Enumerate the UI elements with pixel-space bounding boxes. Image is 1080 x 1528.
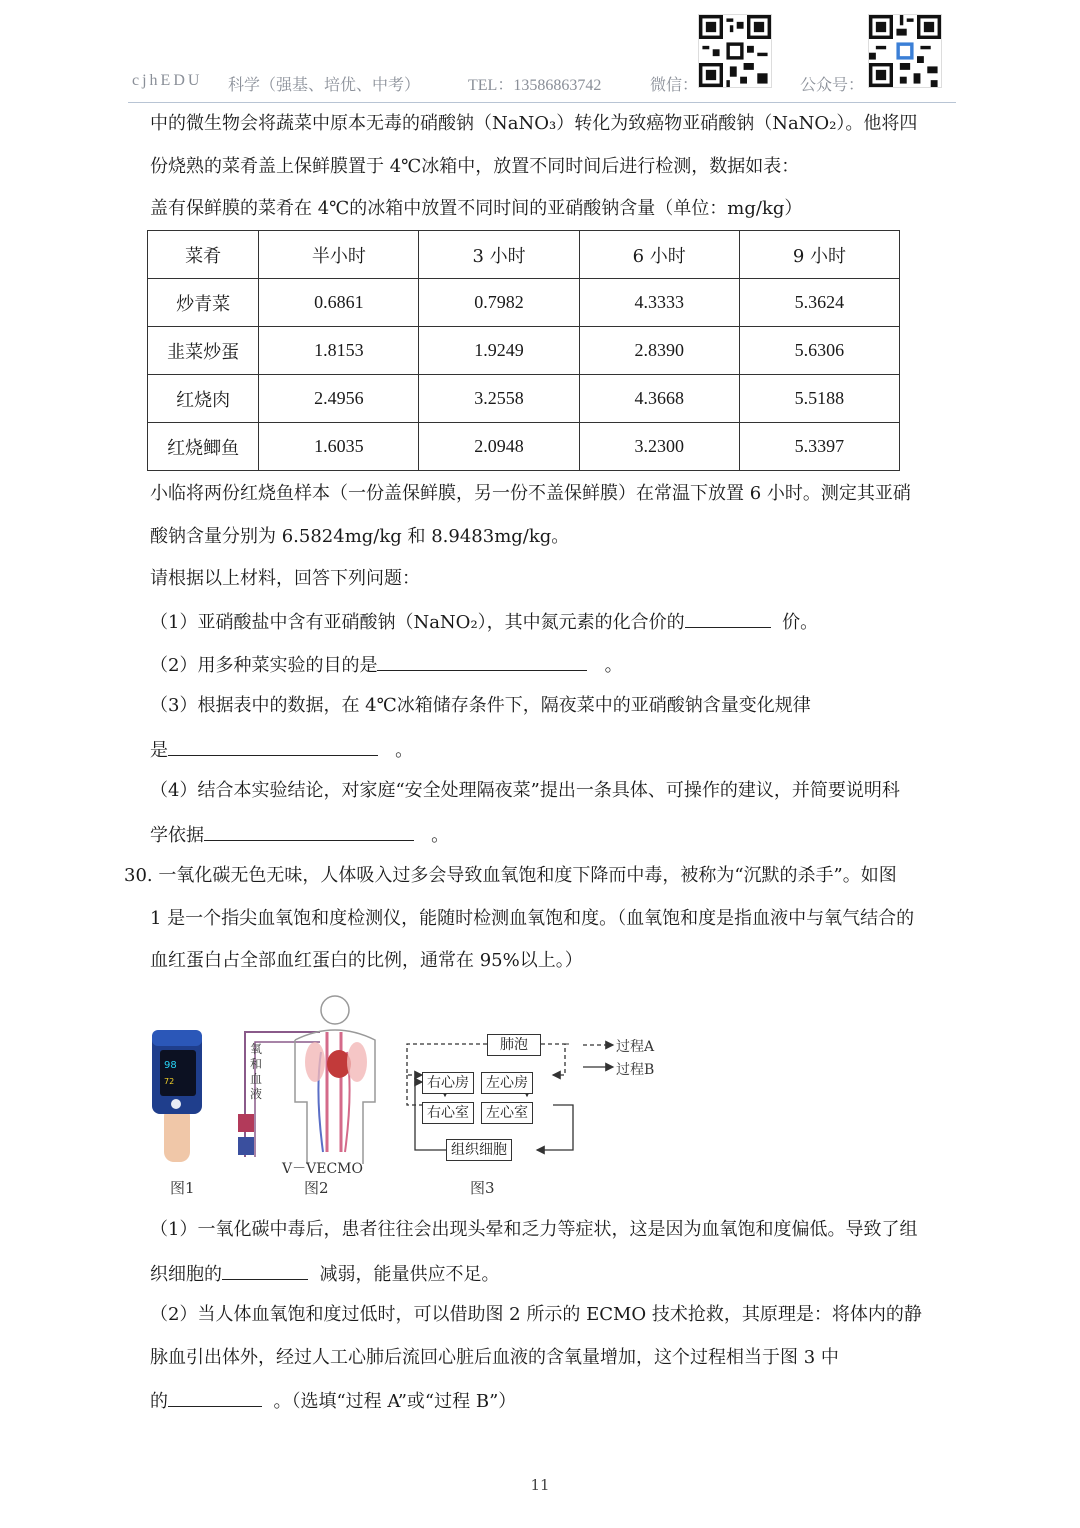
table-row [148, 423, 900, 471]
dish-cell: 红烧鲫鱼 [148, 423, 259, 471]
subject-label: 科学（强基、培优、中考） [228, 77, 421, 94]
figure-3-label: 图3 [470, 1179, 495, 1197]
table-caption: 盖有保鲜膜的菜肴在 4℃的冰箱中放置不同时间的亚硝酸钠含量（单位：mg/kg） [150, 198, 803, 219]
value-cell: 5.3624 [739, 279, 899, 327]
value-cell: 4.3668 [579, 375, 739, 423]
value-cell: 0.6861 [259, 279, 419, 327]
public-account-label: 公众号： [800, 77, 865, 94]
value-cell: 5.5188 [739, 375, 899, 423]
question-30-line-3: 血红蛋白占全部血红蛋白的比例，通常在 95%以上。） [150, 950, 583, 971]
value-cell: 1.9249 [419, 327, 579, 375]
value-cell: 5.6306 [739, 327, 899, 375]
value-cell: 3.2300 [579, 423, 739, 471]
dish-cell: 炒青菜 [148, 279, 259, 327]
question-29-2: （2）用多种菜实验的目的是 。 [150, 652, 623, 678]
telephone: TEL：13586863742 [468, 77, 602, 94]
value-cell: 2.4956 [259, 375, 419, 423]
answer-blank[interactable] [168, 1388, 262, 1407]
answer-blank[interactable] [685, 609, 771, 628]
value-cell: 1.8153 [259, 327, 419, 375]
question-29-4-answer: 学依据 。 [150, 822, 449, 848]
left-atrium-box: 左心房 [481, 1072, 533, 1094]
figure-2-label: 图2 [304, 1179, 329, 1197]
table-header-row [148, 231, 900, 279]
header-cell: 半小时 [259, 231, 419, 279]
value-cell: 4.3333 [579, 279, 739, 327]
value-cell: 5.3397 [739, 423, 899, 471]
table-row [148, 375, 900, 423]
value-cell: 3.2558 [419, 375, 579, 423]
dish-cell: 红烧肉 [148, 375, 259, 423]
header-cell: 菜肴 [148, 231, 259, 279]
svg-text:72: 72 [164, 1077, 175, 1086]
process-b-label: 过程B [616, 1062, 655, 1078]
dish-cell: 韭菜炒蛋 [148, 327, 259, 375]
pulse-oximeter-illustration [150, 1022, 210, 1162]
answer-blank[interactable] [222, 1261, 308, 1280]
tube-label: 氧 和 血 液 [250, 1042, 263, 1101]
header-cell: 6 小时 [579, 231, 739, 279]
question-30-1: （1）一氧化碳中毒后，患者往往会出现头晕和乏力等症状，这是因为血氧饱和度偏低。导致了组 [150, 1219, 918, 1240]
right-atrium-box: 右心房 [422, 1072, 474, 1094]
table-row [148, 279, 900, 327]
wechat-qr-code [698, 14, 772, 88]
instruction-line: 请根据以上材料，回答下列问题： [150, 568, 420, 589]
question-29-4: （4）结合本实验结论，对家庭“安全处理隔夜菜”提出一条具体、可操作的建议，并简要说明科 [150, 780, 900, 801]
question-30-line-2: 1 是一个指尖血氧饱和度检测仪，能随时检测血氧饱和度。（血氧饱和度是指血液中与氧气结合的 [150, 908, 915, 929]
experiment-line-2: 酸钠含量分别为 6.5824mg/kg 和 8.9483mg/kg。 [150, 526, 570, 547]
question-30-2: （2）当人体血氧饱和度过低时，可以借助图 2 所示的 ECMO 技术抢救，其原理是：将体内的静 [150, 1304, 922, 1325]
alveoli-box: 肺泡 [487, 1034, 541, 1056]
brand-name: cjhEDU [132, 72, 203, 89]
ecmo-label: V－VECMO [282, 1161, 363, 1177]
tissue-cells-box: 组织细胞 [446, 1139, 512, 1161]
question-29-1: （1）亚硝酸盐中含有亚硝酸钠（NaNO₂），其中氮元素的化合价的 价。 [150, 609, 818, 635]
left-ventricle-box: 左心室 [481, 1102, 533, 1124]
header-cell: 3 小时 [419, 231, 579, 279]
experiment-line-1: 小临将两份红烧鱼样本（一份盖保鲜膜，另一份不盖保鲜膜）在常温下放置 6 小时。测定其亚硝 [150, 483, 911, 504]
intro-line-1: 中的微生物会将蔬菜中原本无毒的硝酸钠（NaNO₃）转化为致癌物亚硝酸钠（NaNO₂）。他将四 [150, 113, 918, 134]
nitrite-table [147, 230, 900, 471]
intro-line-2: 份烧熟的菜肴盖上保鲜膜置于 4℃冰箱中，放置不同时间后进行检测，数据如表： [150, 156, 800, 177]
svg-text:98: 98 [164, 1060, 177, 1071]
page-header [128, 68, 956, 103]
answer-blank[interactable] [377, 652, 587, 671]
value-cell: 0.7982 [419, 279, 579, 327]
answer-blank[interactable] [168, 737, 378, 756]
question-30-1-answer: 织细胞的 减弱，能量供应不足。 [150, 1261, 499, 1287]
wechat-label: 微信： [650, 77, 699, 94]
process-a-label: 过程A [616, 1039, 655, 1055]
question-30-2-answer: 的 。（选填“过程 A”或“过程 B”） [150, 1388, 516, 1414]
question-30-line-1: 30. 一氧化碳无色无味，人体吸入过多会导致血氧饱和度下降而中毒，被称为“沉默的杀手”。如图 [124, 865, 897, 886]
public-account-qr-code [868, 14, 942, 88]
page-number: 11 [530, 1476, 550, 1494]
value-cell: 2.0948 [419, 423, 579, 471]
question-29-3-answer: 是 。 [150, 737, 413, 763]
answer-blank[interactable] [204, 822, 414, 841]
question-29-3: （3）根据表中的数据，在 4℃冰箱储存条件下，隔夜菜中的亚硝酸钠含量变化规律 [150, 695, 811, 716]
value-cell: 2.8390 [579, 327, 739, 375]
figure-1-label: 图1 [170, 1179, 195, 1197]
header-cell: 9 小时 [739, 231, 899, 279]
question-30-2-line-2: 脉血引出体外，经过人工心肺后流回心脏后血液的含氧量增加，这个过程相当于图 3 中 [150, 1347, 839, 1368]
figure-group [150, 992, 660, 1202]
value-cell: 1.6035 [259, 423, 419, 471]
table-row [148, 327, 900, 375]
right-ventricle-box: 右心室 [422, 1102, 474, 1124]
